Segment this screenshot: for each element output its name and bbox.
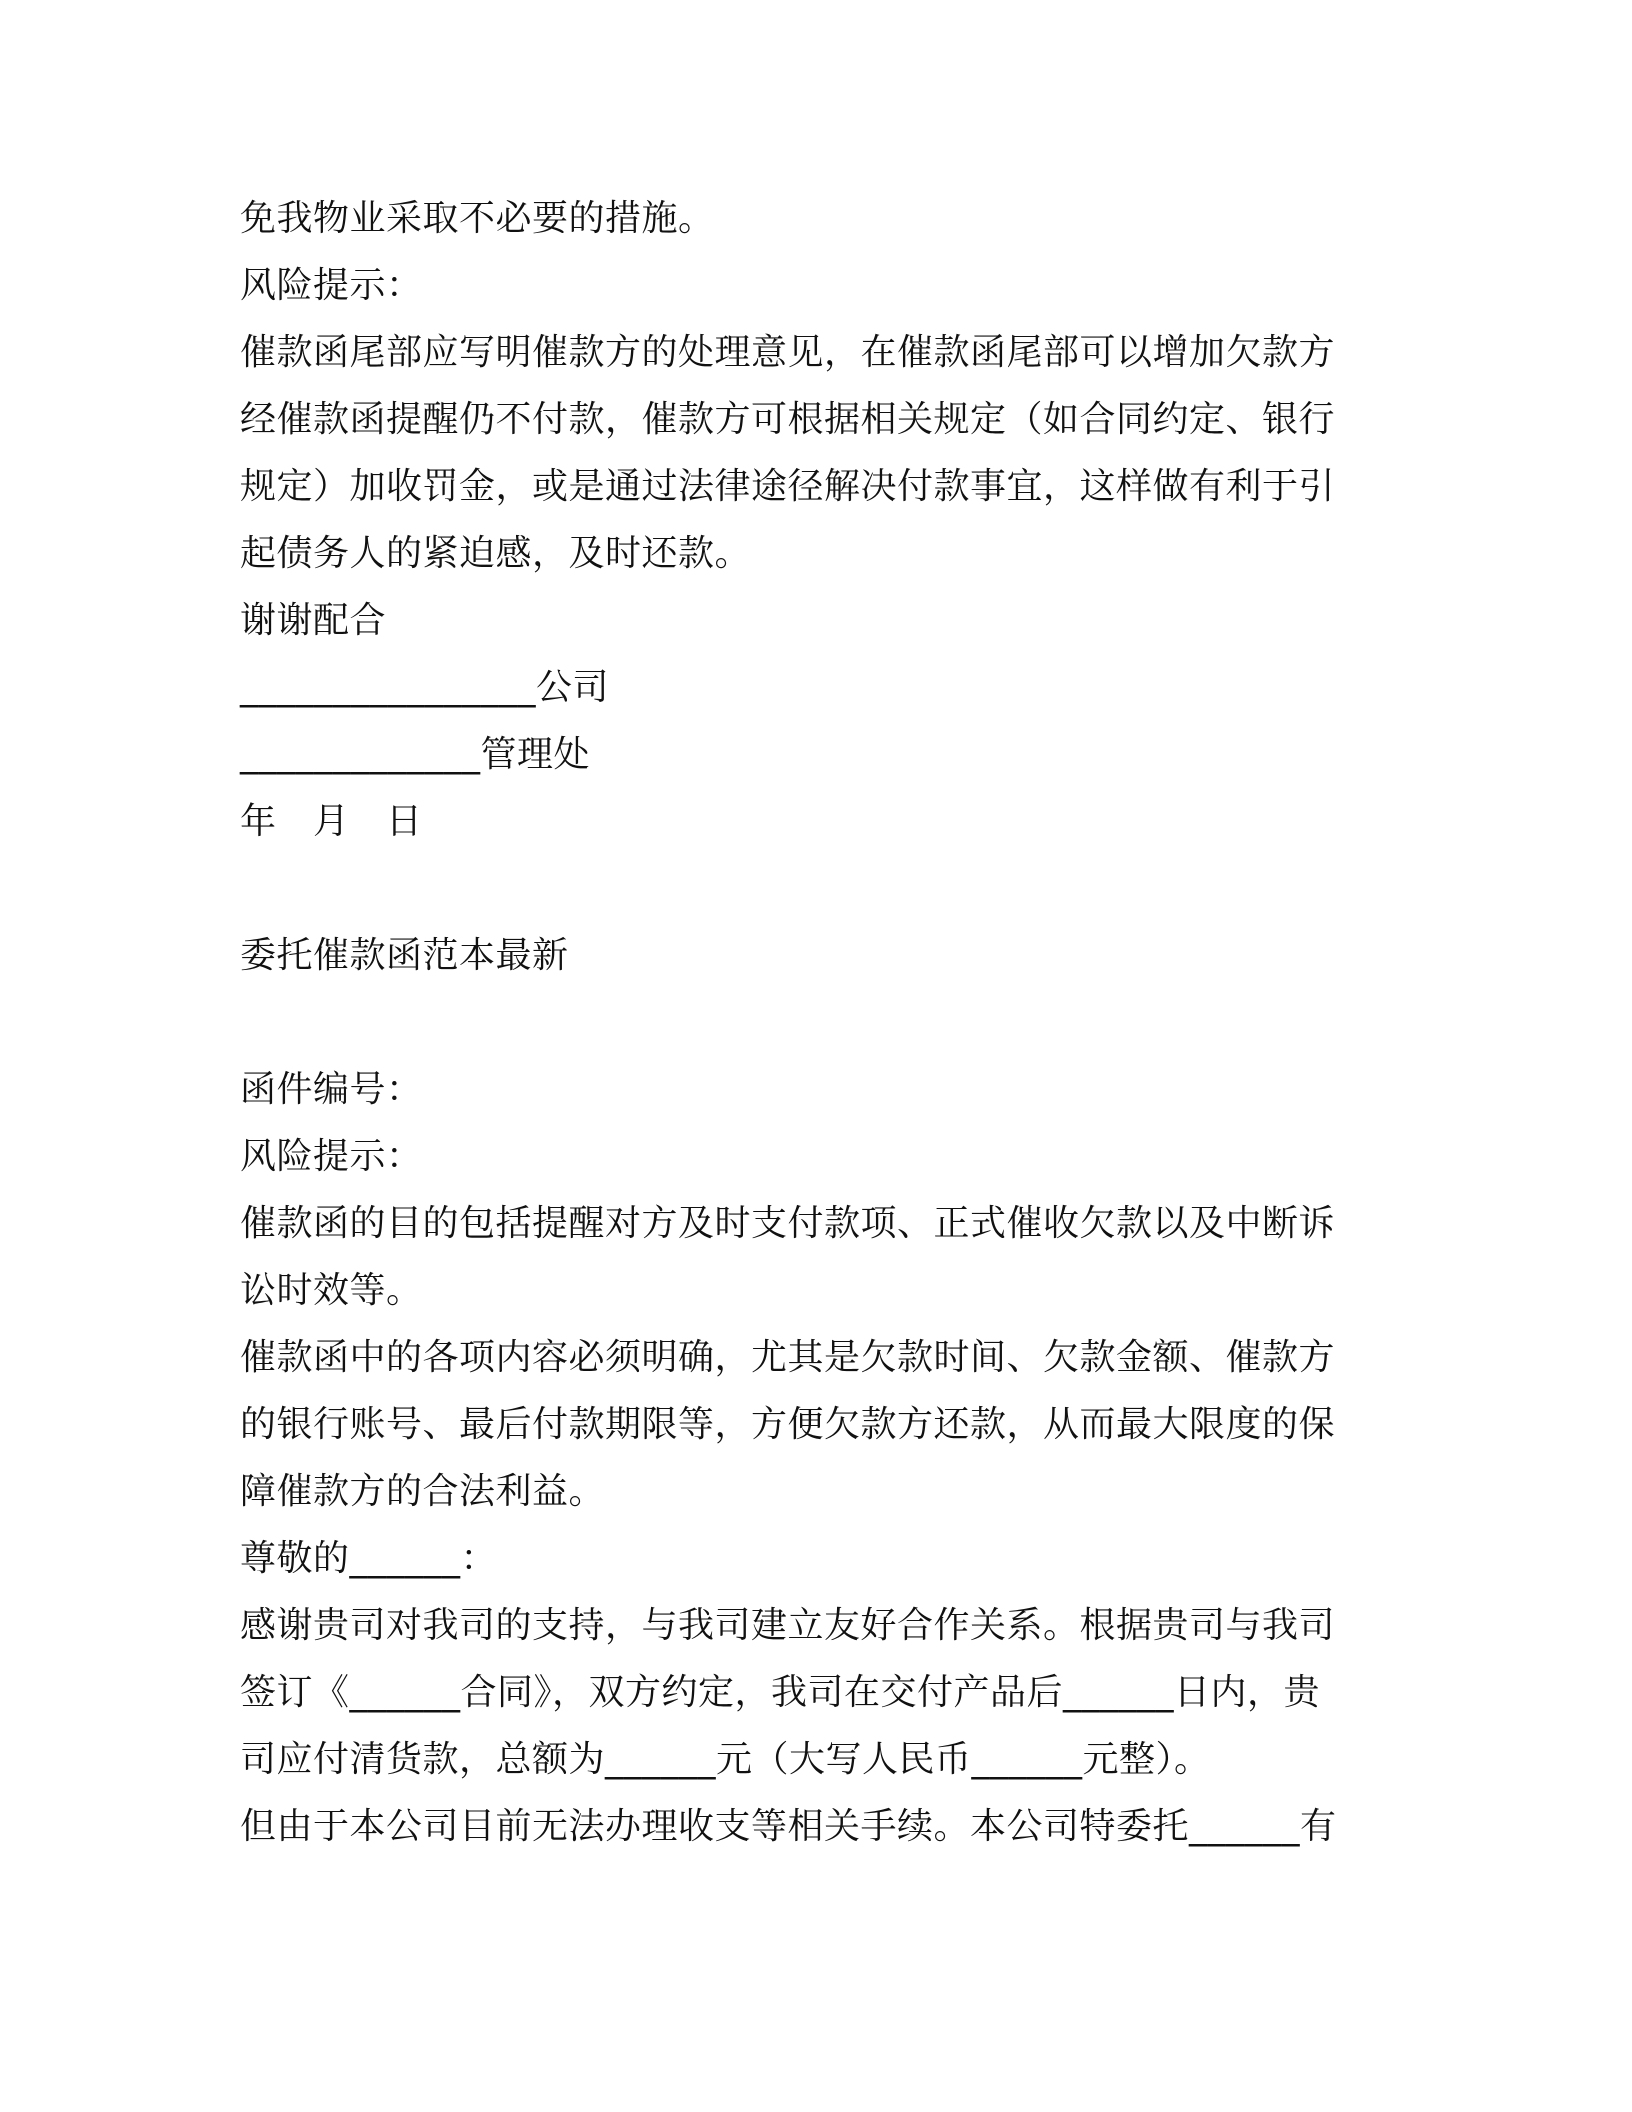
letter-number-label: 函件编号： <box>240 1069 423 1110</box>
paragraph-line: 司应付清货款，总额为______元（大写人民币______元整）。 <box>240 1739 1211 1780</box>
paragraph-line: 讼时效等。 <box>240 1270 423 1311</box>
paragraph-line: 但由于本公司目前无法办理收支等相关手续。本公司特委托______有 <box>240 1806 1337 1847</box>
closing-thanks: 谢谢配合 <box>240 600 387 641</box>
paragraph-line: 经催款函提醒仍不付款，催款方可根据相关规定（如合同约定、银行 <box>240 399 1336 440</box>
paragraph-line: 障催款方的合法利益。 <box>240 1471 606 1512</box>
paragraph-line: 签订《______合同》，双方约定，我司在交付产品后______日内，贵 <box>240 1672 1321 1713</box>
blank-line <box>240 855 1400 922</box>
signature-office: _____________管理处 <box>240 734 591 775</box>
paragraph-line: 的银行账号、最后付款期限等，方便欠款方还款，从而最大限度的保 <box>240 1404 1336 1445</box>
paragraph-line: 催款函尾部应写明催款方的处理意见，在催款函尾部可以增加欠款方 <box>240 332 1336 373</box>
paragraph-line: 免我物业采取不必要的措施。 <box>240 198 715 239</box>
section-label-risk-tip: 风险提示： <box>240 1136 423 1177</box>
salutation: 尊敬的______： <box>240 1538 498 1579</box>
signature-company: ________________公司 <box>240 667 610 708</box>
blank-line <box>240 989 1400 1056</box>
paragraph-line: 规定）加收罚金，或是通过法律途径解决付款事宜，这样做有利于引 <box>240 466 1336 507</box>
document-body <box>240 185 1400 1860</box>
paragraph-line: 催款函中的各项内容必须明确，尤其是欠款时间、欠款金额、催款方 <box>240 1337 1336 1378</box>
paragraph-line: 感谢贵司对我司的支持，与我司建立友好合作关系。根据贵司与我司 <box>240 1605 1336 1646</box>
document-title: 委托催款函范本最新 <box>240 935 569 976</box>
signature-date: 年 月 日 <box>240 801 423 842</box>
paragraph-line: 催款函的目的包括提醒对方及时支付款项、正式催收欠款以及中断诉 <box>240 1203 1336 1244</box>
paragraph-line: 起债务人的紧迫感，及时还款。 <box>240 533 752 574</box>
section-label-risk-tip: 风险提示： <box>240 265 423 306</box>
